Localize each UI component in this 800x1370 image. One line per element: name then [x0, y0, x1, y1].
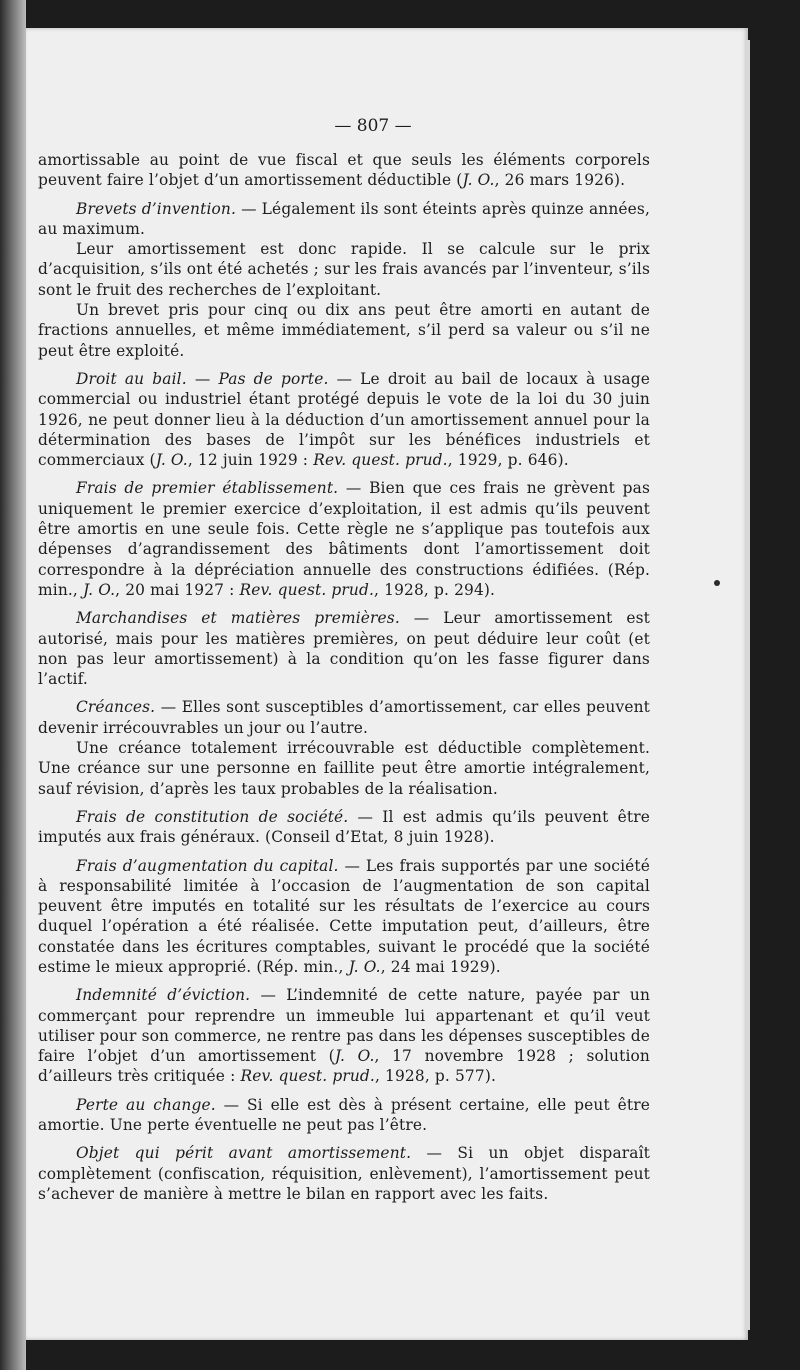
italic-run: Frais d’augmentation du capital. [76, 856, 339, 875]
text-run: , 17 novembre 1928 ; solution d’ailleurs très critiquée : [38, 1047, 650, 1086]
ink-spot [714, 580, 720, 586]
paragraph [38, 300, 650, 361]
italic-run: Brevets d’invention. [76, 199, 237, 218]
italic-run: J. O. [334, 1047, 375, 1066]
text-run: , 1928, p. 294). [374, 580, 496, 599]
text-run: — Leur amortissement est autorisé, mais pour les matières premières, on peut déduire leur coût (et non pas leur amortissement) à la condition qu’on les fasse figurer dans l’actif. [38, 609, 651, 689]
italic-run: Rev. quest. prud. [239, 580, 375, 599]
paragraph [38, 985, 650, 1086]
italic-run: Indemnité d’éviction. [76, 986, 251, 1005]
text-run: — Si un objet disparaît complètement (confiscation, réquisition, enlèvement), l’amortissement peut s’achever de manière à mettre le bilan en rapport avec les faits. [38, 1144, 651, 1203]
text-run: Un brevet pris pour cinq ou dix ans peut être amorti en autant de fractions annuelles, et même immédiatement, s’il perd sa valeur ou s’il ne peut être exploité. [38, 301, 650, 360]
text-run: — Le droit au bail de locaux à usage commercial ou industriel étant protégé depuis le vote de la loi du 30 juin 1926, ne peut donner lieu à la déduction d’un amortissement annuel pour la détermination des bases de l’impôt sur les bénéfices industriels et commerciaux ( [38, 369, 651, 470]
text-run: — Elles sont susceptibles d’amortissement, car elles peuvent devenir irrécouvrables un jour ou l’autre. [38, 698, 650, 737]
text-run: , 24 mai 1929). [380, 957, 501, 976]
page-body [38, 150, 650, 1204]
italic-run: Objet qui périt avant amortissement. [76, 1144, 412, 1163]
text-run: — Légalement ils sont éteints après quinze années, au maximum. [38, 199, 651, 238]
italic-run: Perte au change. [76, 1095, 216, 1114]
paragraph [38, 807, 650, 848]
text-run: Leur amortissement est donc rapide. Il se calcule sur le prix d’acquisition, s’ils ont été achetés ; sur les frais avancés par l’inventeur, s’ils sont le fruit des recherches de l’exploitant. [38, 240, 650, 299]
paragraph [38, 608, 650, 689]
italic-run: Frais de constitution de société. [76, 807, 349, 826]
text-run: Une créance totalement irrécouvrable est déductible complètement. Une créance sur une personne en faillite peut être amortie intégralement, sauf révision, d’après les taux probables de la réalisation. [38, 739, 650, 798]
text-run: , 1929, p. 646). [447, 451, 569, 470]
paragraph [38, 697, 650, 738]
italic-run: Marchandises et matières premières. [76, 609, 400, 628]
book-page [26, 28, 748, 1340]
italic-run: Rev. quest. prud. [240, 1067, 375, 1086]
paragraph [38, 150, 650, 191]
paragraph [38, 369, 650, 470]
paragraph [38, 478, 650, 600]
text-run: , 1928, p. 577). [374, 1067, 497, 1086]
italic-run: Créances. [76, 698, 156, 717]
italic-run: Rev. quest. prud. [313, 451, 448, 470]
italic-run: J. O. [83, 580, 116, 599]
text-run: — Il est admis qu’ils peuvent être imputés aux frais généraux. (Conseil d’Etat, 8 juin 1928). [38, 807, 650, 847]
paragraph [38, 856, 650, 978]
italic-run: J. O. [462, 171, 495, 190]
adjacent-page-edge [0, 0, 26, 1370]
text-run: — Les frais supportés par une société à responsabilité limitée à l’occasion de l’augmentation de son capital peuvent être imputés en totalité sur les résultats de l’exercice au cours duquel l’opération a été réalisée. Cette imputation peut, d’ailleurs, être constatée dans les écritures comptables, suivant le procédé que la société estime le mieux approprié. (Rép. min., [38, 856, 650, 976]
text-run: — [186, 369, 219, 388]
text-run: — Si elle est dès à présent certaine, elle peut être amortie. Une perte éventuelle ne peut pas l’être. [38, 1095, 650, 1135]
text-run: , 26 mars 1926). [494, 171, 626, 190]
italic-run: J. O. [155, 451, 188, 470]
page-edge-shadow [746, 40, 750, 1330]
text-run: , 12 juin 1929 : [187, 451, 314, 470]
italic-run: Droit au bail. [76, 369, 187, 388]
paragraph [38, 1143, 650, 1204]
italic-run: Pas de porte. [218, 369, 329, 388]
italic-run: Frais de premier établissement. [76, 479, 339, 498]
page-number: — 807 — [334, 116, 412, 136]
text-run: , 20 mai 1927 : [115, 580, 240, 599]
paragraph [38, 239, 650, 300]
paragraph [38, 199, 650, 240]
text-run: — Bien que ces frais ne grèvent pas uniquement le premier exercice d’exploitation, il est admis qu’ils peuvent être amortis en une seule fois. Cette règle ne s’applique pas toutefois aux dépenses d’agrandissement des bâtiments dont l’amortissement doit correspondre à la dépréciation annuelle des constructions édifiées. (Rép. min., [38, 479, 650, 599]
paragraph [38, 1095, 650, 1136]
paragraph [38, 738, 650, 799]
text-run: — L’indemnité de cette nature, payée par un commerçant pour reprendre un immeuble lui appartenant et qu’il veut utiliser pour son commerce, ne rentre pas dans les dépenses susceptibles de faire l’objet d’un amortissement ( [38, 986, 651, 1066]
text-run: amortissable au point de vue fiscal et que seuls les éléments corporels peuvent faire l’objet d’un amortissement déductible ( [38, 151, 650, 190]
italic-run: J. O. [348, 957, 381, 976]
